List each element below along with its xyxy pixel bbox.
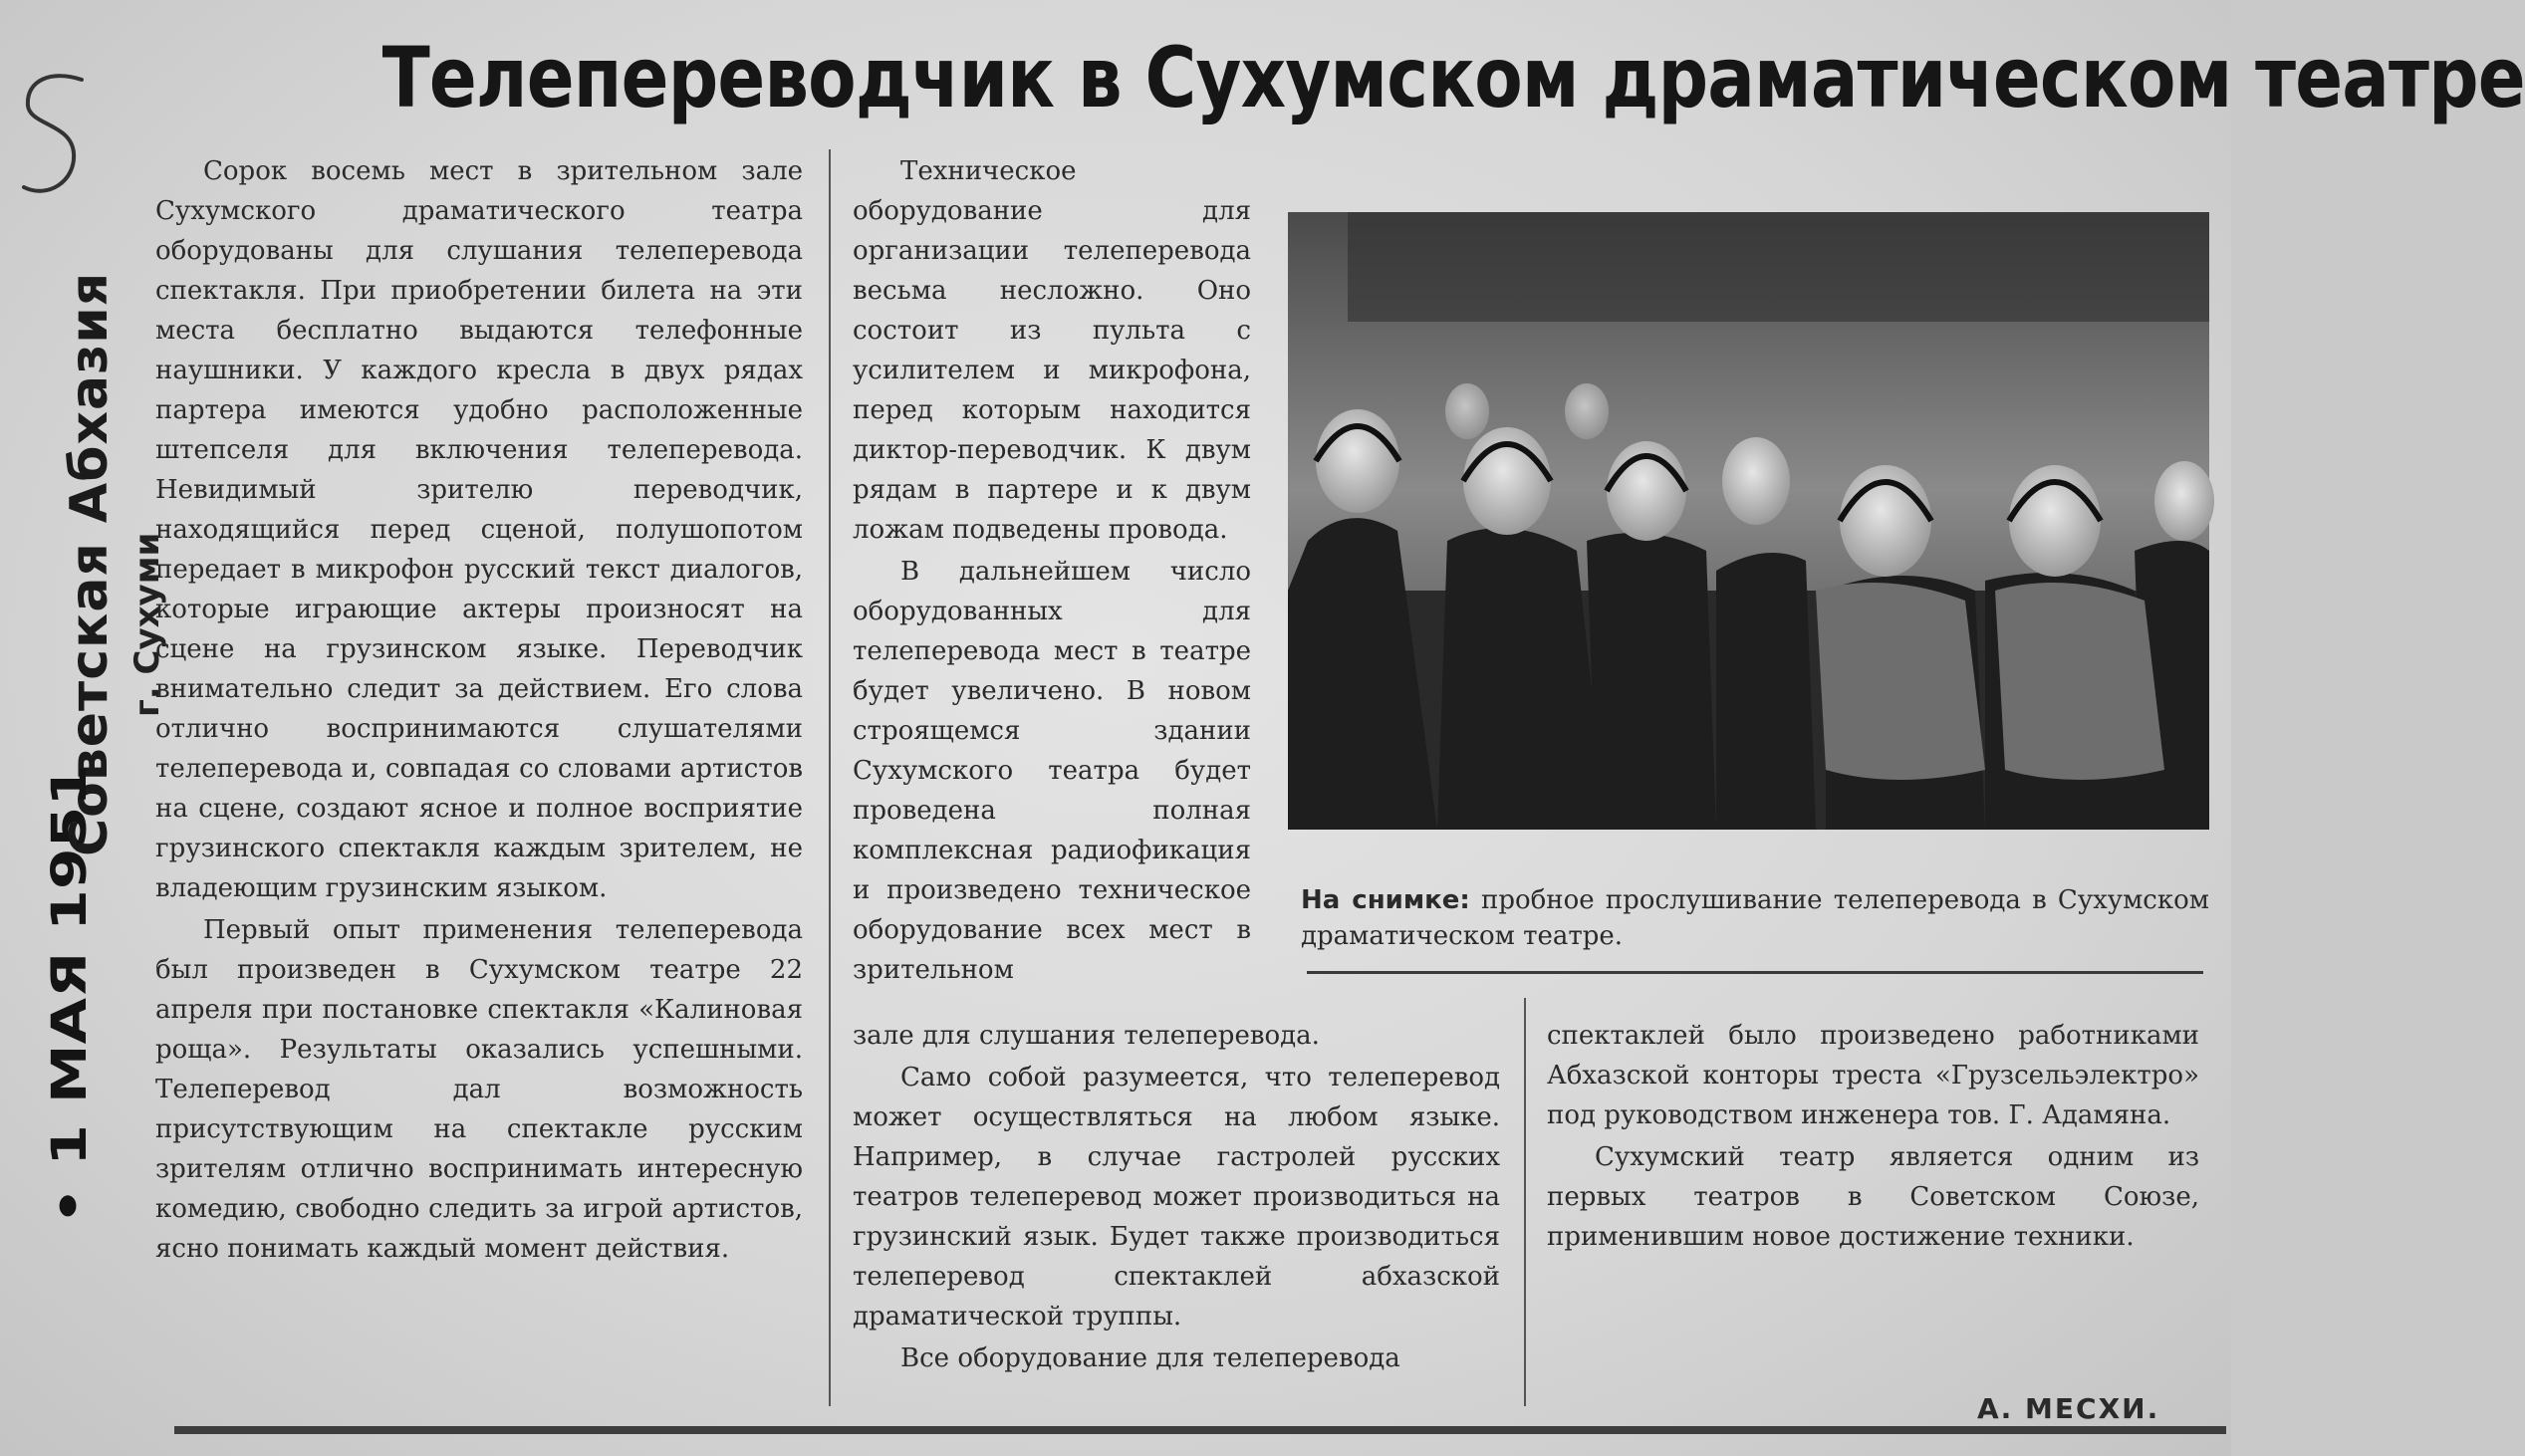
- audience-photo-image: [1288, 212, 2209, 830]
- article-column-2-lower: [853, 1016, 1500, 1378]
- article-column-3: [1547, 1016, 2199, 1257]
- author-byline: А. МЕСХИ.: [1977, 1392, 2160, 1425]
- article-column-1: [155, 151, 803, 1269]
- paragraph: Первый опыт применения телеперевода был произведен в Сухумском театре 22 апреля при постановке спектакля «Калиновая роща». Результаты оказались успешными. Телеперевод дал возможность присутствующим на спектакле русским зрителям отлично воспринимать интересную комедию, свободно следить за игрой артистов, ясно понимать каждый момент действия.: [155, 915, 803, 1264]
- photo-caption: [1301, 882, 2209, 954]
- paragraph: В дальнейшем число оборудованных для телеперевода мест в театре будет увеличено. В новом строящемся здании Сухумского театра будет проведена полная комплексная радиофикация и произведено техническое оборудование всех мест в зрительном: [853, 557, 1251, 985]
- article-headline: Телепереводчик в Сухумском драматическом театре: [381, 29, 2525, 126]
- paragraph: Техническое оборудование для организации телеперевода весьма несложно. Оно состоит из пульта с усилителем и микрофона, перед которым находится диктор-переводчик. К двум рядам в партере и к двум ложам подведены провода.: [853, 156, 1251, 545]
- city-stamp: г. Сухуми: [127, 532, 167, 717]
- caption-divider: [1307, 971, 2203, 974]
- article-column-2-upper: [853, 151, 1251, 990]
- paragraph: Само собой разумеется, что телеперевод может осуществляться на любом языке. Например, в случае гастролей русских театров телеперевод может производиться на грузинский язык. Будет также производиться телеперевод спектаклей абхазской драматической труппы.: [853, 1063, 1500, 1332]
- issue-date: • 1 МАЯ 1951: [42, 764, 98, 1225]
- paragraph: Сорок восемь мест в зрительном зале Сухумского драматического театра оборудованы для слушания телеперевода спектакля. При приобретении билета на эти места бесплатно выдаются телефонные наушники. У каждого кресла в двух рядах партера имеются удобно расположенные штепселя для включения телеперевода. Невидимый зрителю переводчик, находящийся перед сценой, полушопотом передает в микрофон русский текст диалогов, которые играющие актеры произносят на сцене на грузинском языке. Переводчик внимательно следит за действием. Его слова отлично воспринимаются слушателями телеперевода и, совпадая со словами артистов на сцене, создают ясное и полное восприятие грузинского спектакля каждым зрителем, не владеющим грузинским языком.: [155, 156, 803, 903]
- caption-text: пробное прослушивание телеперевода в Сухумском драматическом театре.: [1301, 885, 2209, 951]
- handwritten-mark: [12, 68, 90, 207]
- newspaper-name: Советская Абхазия: [60, 271, 120, 856]
- paragraph: спектаклей было произведено работниками Абхазской конторы треста «Грузсельэлектро» под руководством инженера тов. Г. Адамяна.: [1547, 1021, 2199, 1130]
- caption-lead: На снимке:: [1301, 885, 1470, 915]
- paragraph: Все оборудование для телеперевода: [900, 1343, 1400, 1373]
- article-photo: [1288, 212, 2209, 830]
- column-divider: [1524, 998, 1526, 1406]
- paragraph: зале для слушания телеперевода.: [853, 1021, 1320, 1051]
- column-divider: [829, 149, 831, 1406]
- bottom-border: [174, 1426, 2226, 1434]
- paragraph: Сухумский театр является одним из первых театров в Советском Союзе, применившим новое достижение техники.: [1547, 1142, 2199, 1252]
